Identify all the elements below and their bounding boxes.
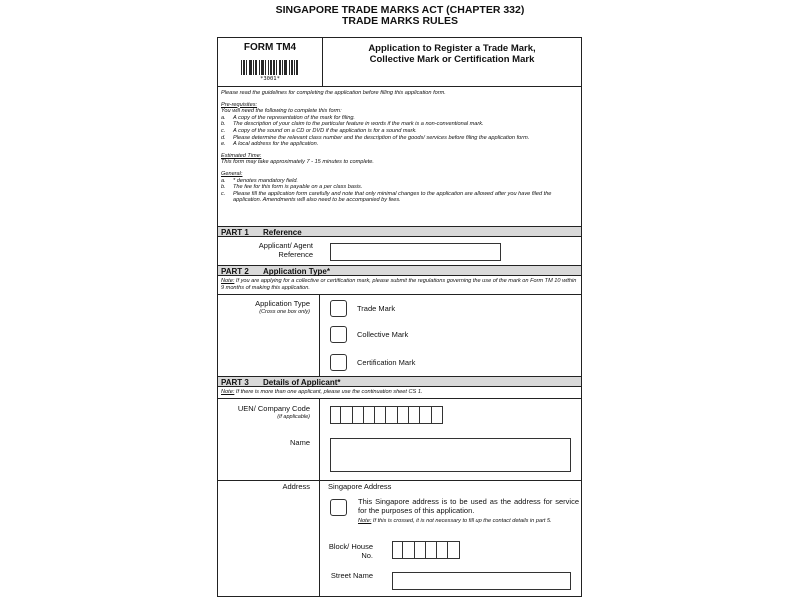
prereq-item <box>221 121 577 128</box>
barcode-bar <box>274 60 275 75</box>
prereq-item <box>221 141 577 148</box>
prereq-item-marker: e. <box>221 141 226 148</box>
collective-mark-option-label: Collective Mark <box>357 330 409 339</box>
barcode-bar <box>282 60 283 75</box>
part3-note: Note: If there is more than one applicant, please use the continuation sheet CS 1. <box>221 389 423 395</box>
form-title-line2: Collective Mark or Certification Mark <box>369 54 535 65</box>
uen-input[interactable] <box>330 406 443 424</box>
barcode-bar <box>280 60 281 75</box>
form-title-line1: Application to Register a Trade Mark, <box>368 43 536 54</box>
prereq-item-marker: c. <box>221 127 226 134</box>
uen-char-cell[interactable] <box>353 406 364 424</box>
street-input[interactable] <box>392 572 571 590</box>
block-char-cell[interactable] <box>415 541 426 559</box>
barcode-bar <box>262 60 263 75</box>
trade-mark-checkbox[interactable] <box>330 300 347 317</box>
prereq-intro: You will need the following to complete this form: <box>221 108 342 115</box>
instructions <box>221 90 577 204</box>
barcode-text: *3001* <box>260 76 280 82</box>
prereq-item-marker: d. <box>221 134 226 141</box>
block-char-cell[interactable] <box>392 541 403 559</box>
uen-hint: (if applicable) <box>277 414 310 420</box>
certification-mark-option-label: Certification Mark <box>357 358 416 367</box>
guidelines-text: Please read the guidelines for completing the application before filling this application form. <box>221 90 446 96</box>
barcode-bar <box>261 60 262 75</box>
part3-number: PART 3 <box>221 378 249 387</box>
form-number: FORM TM4 <box>243 42 297 53</box>
general-item-text: Please fill the application form carefully and note that only minimal changes to the application are allowed after you have filed the application. Amendments will also need to be accompanied by fees. <box>233 190 552 204</box>
barcode-bar <box>256 60 257 75</box>
sg-address-title: Singapore Address <box>328 482 392 491</box>
prereq-item-text: A local address for the application. <box>233 141 319 148</box>
barcode-bar <box>255 60 256 75</box>
part3-header <box>218 376 581 387</box>
collective-mark-checkbox[interactable] <box>330 326 347 343</box>
barcode-bar <box>291 60 292 75</box>
general-list <box>221 178 577 204</box>
barcode-bar <box>297 60 298 75</box>
barcode-bar <box>250 60 251 75</box>
block-char-cell[interactable] <box>403 541 414 559</box>
part2-title: Application Type* <box>263 267 330 276</box>
column-divider <box>319 294 320 376</box>
part2-note: Note: If you are applying for a collective or certification mark, please submit the regulations governing the use of the mark on Form TM 10 within 9 months of making this application. <box>221 278 577 291</box>
barcode-bar <box>244 60 245 75</box>
barcode-bar <box>285 60 286 75</box>
barcode-bar <box>294 60 295 75</box>
part1-number: PART 1 <box>221 228 249 237</box>
prereq-item-text: The description of your claim to the particular feature in words if the mark is a non-conventional mark. <box>233 121 484 128</box>
time-text: This form may take approximately 7 - 15 minutes to complete. <box>221 159 374 166</box>
divider <box>218 480 581 481</box>
act-title: SINGAPORE TRADE MARKS ACT (CHAPTER 332) <box>275 4 525 16</box>
rules-title: TRADE MARKS RULES <box>341 15 459 27</box>
barcode-icon <box>241 60 299 75</box>
general-item-marker: c. <box>221 190 226 197</box>
uen-char-cell[interactable] <box>409 406 420 424</box>
certification-mark-checkbox[interactable] <box>330 354 347 371</box>
street-label: Street Name <box>330 571 373 580</box>
uen-char-cell[interactable] <box>398 406 409 424</box>
general-item <box>221 191 577 204</box>
prereq-item-text: Please determine the relevant class number and the description of the goods/ services before filing the application form. <box>233 134 530 141</box>
reference-label: Applicant/ Agent Reference <box>258 241 313 259</box>
prereq-item <box>221 128 577 135</box>
application-form <box>217 37 582 597</box>
barcode-bar <box>286 60 287 75</box>
uen-char-cell[interactable] <box>341 406 352 424</box>
part1-title: Reference <box>263 228 302 237</box>
barcode-bar <box>296 60 297 75</box>
name-input[interactable] <box>330 438 571 472</box>
barcode-bar <box>270 60 271 75</box>
barcode-bar <box>249 60 250 75</box>
block-char-cell[interactable] <box>448 541 459 559</box>
barcode-bar <box>246 60 247 75</box>
barcode-bar <box>284 60 285 75</box>
prereq-title: Pre-requisites: <box>221 101 258 108</box>
barcode-bar <box>279 60 280 75</box>
column-divider <box>319 398 320 597</box>
prereq-item <box>221 115 577 122</box>
barcode-bar <box>253 60 254 75</box>
name-label: Name <box>289 438 310 447</box>
divider <box>218 294 581 295</box>
barcode-bar <box>268 60 269 75</box>
barcode-bar <box>271 60 272 75</box>
reference-input[interactable] <box>330 243 501 261</box>
barcode-bar <box>259 60 260 75</box>
application-type-label: Application Type <box>255 299 310 308</box>
part1-header <box>218 226 581 237</box>
prereq-item-text: A copy of the representation of the mark for filing. <box>233 114 355 121</box>
barcode-bar <box>265 60 266 75</box>
part3-title: Details of Applicant* <box>263 378 341 387</box>
form-title <box>323 43 581 65</box>
sg-address-checkbox[interactable] <box>330 499 347 516</box>
part2-header <box>218 265 581 276</box>
barcode-bar <box>243 60 244 75</box>
divider <box>218 398 581 399</box>
uen-char-cell[interactable] <box>375 406 386 424</box>
general-item-text: * denotes mandatory field. <box>233 177 298 184</box>
part2-number: PART 2 <box>221 267 249 276</box>
application-type-hint: (Cross one box only) <box>259 309 310 315</box>
block-label: Block/ House No. <box>328 542 373 560</box>
uen-char-cell[interactable] <box>330 406 341 424</box>
prereq-item <box>221 135 577 142</box>
uen-char-cell[interactable] <box>364 406 375 424</box>
divider <box>218 86 581 87</box>
sg-address-note: Note: If this is crossed, it is not necessary to fill up the contact details in part 5. <box>358 518 552 524</box>
barcode-bar <box>241 60 242 75</box>
uen-char-cell[interactable] <box>420 406 431 424</box>
prereq-list <box>221 115 577 148</box>
barcode-bar <box>276 60 277 75</box>
time-title: Estimated Time: <box>221 152 262 159</box>
general-item <box>221 184 577 191</box>
general-item <box>221 178 577 185</box>
uen-label: UEN/ Company Code <box>237 404 310 413</box>
prereq-item-text: A copy of the sound on a CD or DVD if the application is for a sound mark. <box>233 127 417 134</box>
form-number-cell <box>218 38 323 86</box>
block-char-cell[interactable] <box>437 541 448 559</box>
general-item-text: The fee for this form is payable on a per class basis. <box>233 184 363 191</box>
trade-mark-option-label: Trade Mark <box>357 304 396 313</box>
barcode-bar <box>251 60 252 75</box>
sg-address-text: This Singapore address is to be used as the address for service for the purposes of this application. <box>358 497 579 515</box>
general-title: General: <box>221 170 243 177</box>
barcode-bar <box>292 60 293 75</box>
barcode-bar <box>273 60 274 75</box>
block-char-cell[interactable] <box>426 541 437 559</box>
barcode-bar <box>263 60 264 75</box>
block-input[interactable] <box>392 541 460 559</box>
general-item-marker: b. <box>221 184 226 191</box>
prereq-item-marker: b. <box>221 121 226 128</box>
uen-char-cell[interactable] <box>386 406 397 424</box>
address-label: Address <box>282 482 310 491</box>
general-item-marker: a. <box>221 177 226 184</box>
barcode-bar <box>289 60 290 75</box>
prereq-item-marker: a. <box>221 114 226 121</box>
uen-char-cell[interactable] <box>432 406 443 424</box>
